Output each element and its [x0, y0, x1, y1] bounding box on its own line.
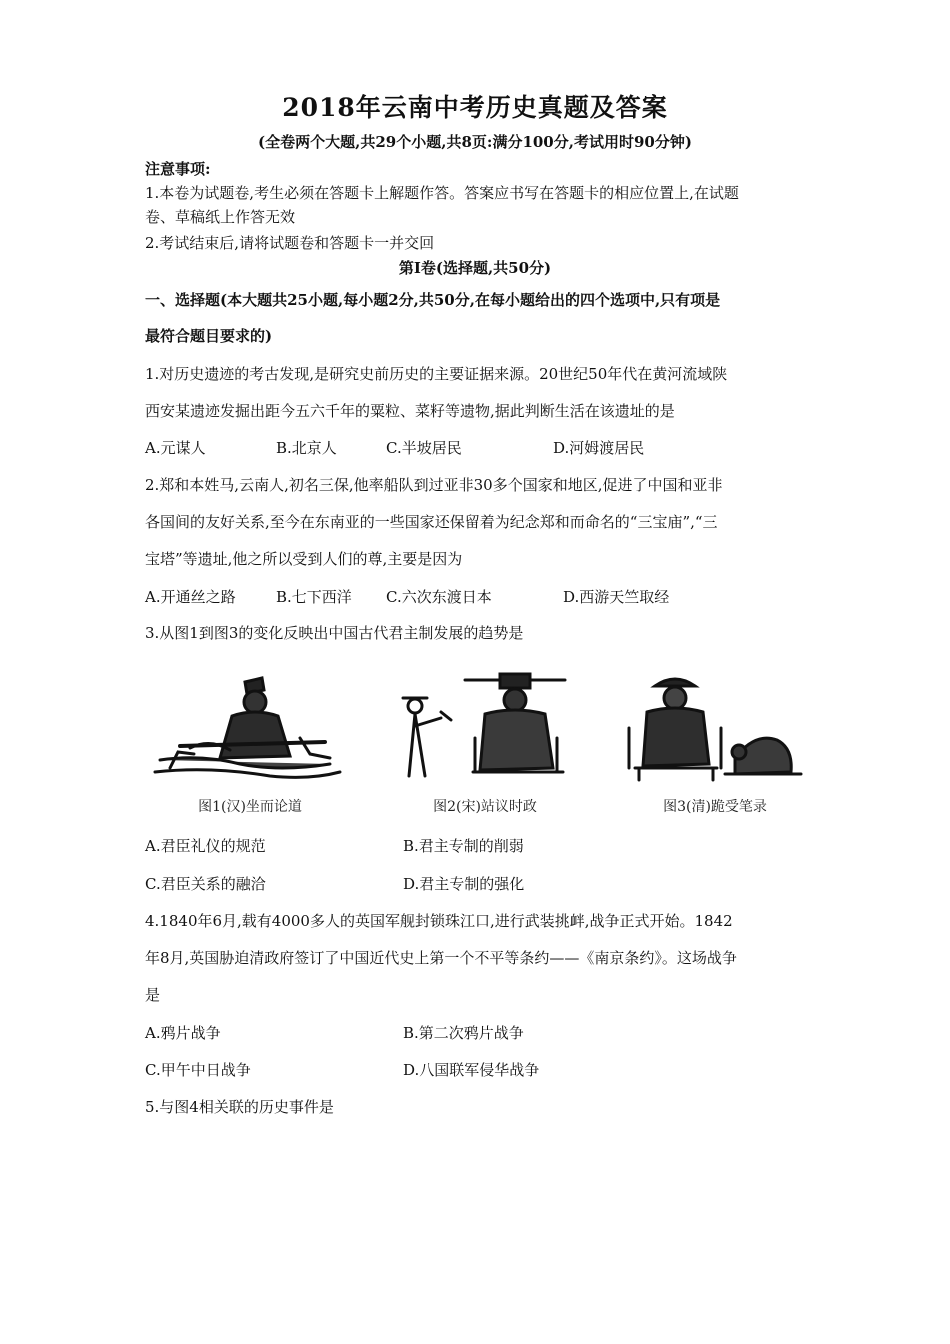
question-3-figures [150, 668, 790, 818]
han-emperor-seated-icon [150, 668, 350, 788]
question-1-option-d: D.河姆渡居民 [553, 439, 645, 457]
question-4-option-d: D.八国联军侵华战争 [403, 1061, 540, 1079]
question-4-line-2: 年8月,英国胁迫清政府签订了中国近代史上第一个不平等条约——《南京条约》。这场战争 [145, 949, 737, 967]
question-2-line-3: 宝塔”等遗址,他之所以受到人们的尊,主要是因为 [145, 550, 463, 568]
figure-1-caption: 图1(汉)坐而论道 [198, 799, 302, 815]
question-3-line-1: 3.从图1到图3的变化反映出中国古代君主制发展的趋势是 [145, 624, 524, 642]
notes-item-1-line-1: 1.本卷为试题卷,考生必须在答题卡上解题作答。答案应书写在答题卡的相应位置上,在试题 [145, 184, 739, 202]
question-4-line-3: 是 [145, 986, 161, 1004]
figure-3-caption: 图3(清)跪受笔录 [663, 799, 767, 815]
figure-2-caption: 图2(宋)站议时政 [433, 799, 537, 815]
question-2-line-2: 各国间的友好关系,至今在东南亚的一些国家还保留着为纪念郑和而命名的“三宝庙”,“三 [145, 513, 718, 531]
question-2-option-c: C.六次东渡日本 [386, 588, 492, 606]
question-2-line-1: 2.郑和本姓马,云南人,初名三保,他率船队到过亚非30多个国家和地区,促进了中国和亚非 [145, 476, 723, 494]
question-1-line-2: 西安某遗迹发掘出距今五六千年的粟粒、菜籽等遗物,据此判断生活在该遗址的是 [145, 402, 675, 420]
song-emperor-standing-officials-icon [385, 668, 585, 788]
question-3-option-b: B.君主专制的削弱 [403, 837, 524, 855]
question-3-option-d: D.君主专制的强化 [403, 875, 525, 893]
question-1-option-b: B.北京人 [276, 439, 337, 457]
figure-2 [385, 668, 585, 818]
question-2-option-a: A.开通丝之路 [145, 588, 236, 606]
page-subtitle: (全卷两个大题,共29个小题,共8页:满分100分,考试用时90分钟) [258, 133, 692, 151]
notes-item-2: 2.考试结束后,请将试题卷和答题卡一并交回 [145, 234, 435, 252]
figure-3 [615, 668, 815, 818]
question-4-line-1: 4.1840年6月,载有4000多人的英国军舰封锁珠江口,进行武装挑衅,战争正式开始。1842 [145, 912, 733, 930]
figure-1 [150, 668, 350, 818]
question-4-option-a: A.鸦片战争 [145, 1024, 221, 1042]
notes-item-1-line-2: 卷、草稿纸上作答无效 [145, 208, 296, 226]
question-4-option-b: B.第二次鸦片战争 [403, 1024, 524, 1042]
question-1-option-a: A.元谋人 [145, 439, 206, 457]
question-5-line-1: 5.与图4相关联的历史事件是 [145, 1098, 334, 1116]
notes-heading: 注意事项: [145, 160, 211, 178]
section-heading-line-1: 一、选择题(本大题共25小题,每小题2分,共50分,在每小题给出的四个选项中,只有项是 [145, 291, 721, 309]
qing-emperor-kneeling-official-icon [615, 668, 815, 788]
question-3-option-a: A.君臣礼仪的规范 [145, 837, 266, 855]
section-heading-line-2: 最符合题目要求的) [145, 327, 273, 345]
question-3-option-c: C.君臣关系的融洽 [145, 875, 266, 893]
part-title: 第Ⅰ卷(选择题,共50分) [398, 259, 552, 277]
question-4-option-c: C.甲午中日战争 [145, 1061, 251, 1079]
question-2-option-d: D.西游天竺取经 [563, 588, 670, 606]
page-title: 2018年云南中考历史真题及答案 [282, 93, 668, 122]
question-2-option-b: B.七下西洋 [276, 588, 352, 606]
question-1-option-c: C.半坡居民 [386, 439, 462, 457]
question-1-line-1: 1.对历史遗迹的考古发现,是研究史前历史的主要证据来源。20世纪50年代在黄河流域陕 [145, 365, 728, 383]
